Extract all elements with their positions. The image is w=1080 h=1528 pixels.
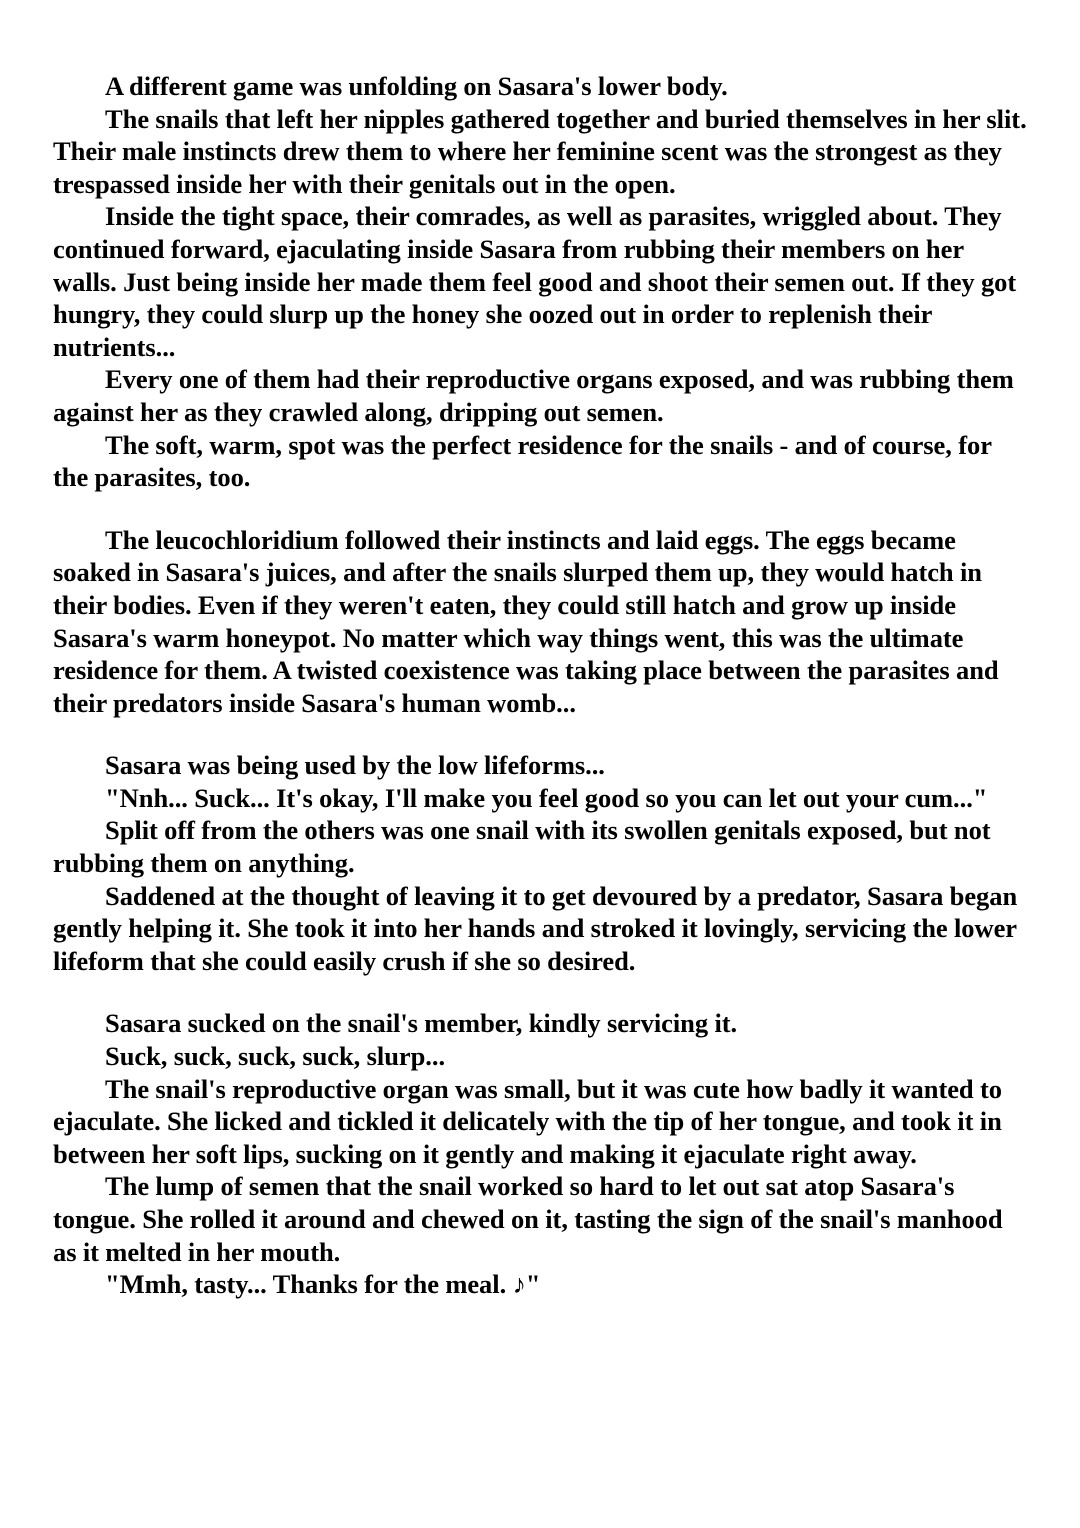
text-block-2 bbox=[53, 524, 1028, 720]
paragraph: The leucochloridium followed their instincts and laid eggs. The eggs became soaked in Sasara's juices, and after the snails slurped them up, they would hatch in their bodies. Even if they weren't eaten, they could still hatch and grow up inside Sasara's warm honeypot. No matter which way things went, this was the ultimate residence for them. A twisted coexistence was taking place between the parasites and their predators inside Sasara's human womb... bbox=[53, 524, 1005, 718]
paragraph: The snails that left her nipples gathered together and buried themselves in her slit. Their male instincts drew them to where her feminine scent was the strongest as they trespassed inside her with their genitals out in the open. bbox=[53, 103, 1033, 199]
paragraph: Sasara sucked on the snail's member, kindly servicing it. bbox=[105, 1008, 738, 1039]
paragraph: The lump of semen that the snail worked so hard to let out sat atop Sasara's tongue. She rolled it around and chewed on it, tasting the sign of the snail's manhood as it melted in her mouth. bbox=[53, 1171, 1009, 1267]
paragraph: Saddened at the thought of leaving it to get devoured by a predator, Sasara began gently helping it. She took it into her hands and stroked it lovingly, servicing the lower lifeform that she could easily crush if she so desired. bbox=[53, 880, 1024, 976]
text-block-4 bbox=[53, 1007, 1028, 1300]
paragraph: Inside the tight space, their comrades, as well as parasites, wriggled about. They continued forward, ejaculating inside Sasara from rubbing their members on her walls. Just being inside her made them feel good and shoot their semen out. If they got hungry, they could slurp up the honey she oozed out in order to replenish their nutrients... bbox=[53, 201, 1023, 362]
paragraph: A different game was unfolding on Sasara's lower body. bbox=[105, 71, 728, 101]
paragraph: Split off from the others was one snail with its swollen genitals exposed, but not rubbing them on anything. bbox=[53, 815, 997, 879]
text-block-1 bbox=[53, 70, 1033, 494]
document-text-body bbox=[53, 70, 1033, 1301]
paragraph: "Nnh... Suck... It's okay, I'll make you feel good so you can let out your cum..." bbox=[105, 782, 988, 813]
paragraph: Suck, suck, suck, suck, slurp... bbox=[105, 1041, 446, 1072]
paragraph: Every one of them had their reproductive organs exposed, and was rubbing them against her as they crawled along, dripping out semen. bbox=[53, 364, 1021, 427]
paragraph: The snail's reproductive organ was small, but it was cute how badly it wanted to ejaculate. She licked and tickled it delicately with the tip of her tongue, and took it in between her soft lips, sucking on it gently and making it ejaculate right away. bbox=[53, 1073, 1009, 1169]
paragraph: "Mmh, tasty... Thanks for the meal. ♪" bbox=[105, 1269, 541, 1300]
text-block-3 bbox=[53, 749, 1028, 977]
paragraph: Sasara was being used by the low lifeforms... bbox=[105, 750, 605, 781]
paragraph: The soft, warm, spot was the perfect residence for the snails - and of course, for the parasites, too. bbox=[53, 429, 998, 493]
